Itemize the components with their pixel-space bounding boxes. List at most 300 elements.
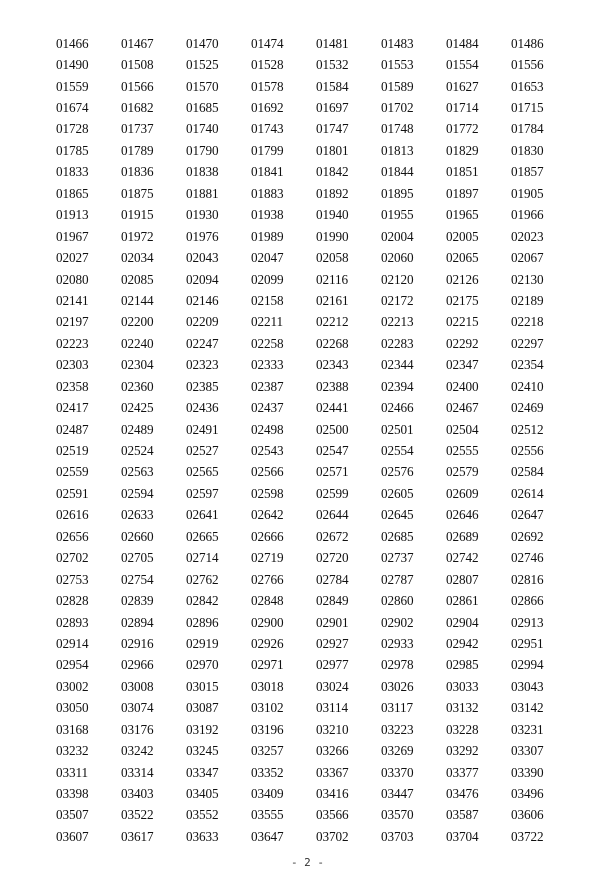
number-row <box>56 290 576 311</box>
number-row <box>56 33 576 54</box>
number-row <box>56 355 576 376</box>
number-row <box>56 740 576 761</box>
number-cell: 01466 <box>56 35 89 51</box>
number-row <box>56 462 576 483</box>
number-cell: 03403 <box>121 786 154 802</box>
number-cell: 01940 <box>316 207 349 223</box>
number-cell: 01892 <box>316 185 349 201</box>
number-cell: 02901 <box>316 614 349 630</box>
number-cell: 02543 <box>251 443 284 459</box>
number-cell: 02519 <box>56 443 89 459</box>
number-row <box>56 633 576 654</box>
number-cell: 02410 <box>511 378 544 394</box>
number-row <box>56 698 576 719</box>
number-cell: 01508 <box>121 57 154 73</box>
number-cell: 02268 <box>316 335 349 351</box>
number-cell: 02842 <box>186 593 219 609</box>
number-cell: 01490 <box>56 57 89 73</box>
number-cell: 02283 <box>381 335 414 351</box>
number-cell: 02784 <box>316 571 349 587</box>
number-row <box>56 676 576 697</box>
number-cell: 01785 <box>56 142 89 158</box>
number-cell: 01474 <box>251 35 284 51</box>
number-cell: 01467 <box>121 35 154 51</box>
number-cell: 01857 <box>511 164 544 180</box>
number-cell: 02633 <box>121 507 154 523</box>
number-cell: 03405 <box>186 786 219 802</box>
number-cell: 02491 <box>186 421 219 437</box>
number-cell: 02609 <box>446 485 479 501</box>
number-cell: 02978 <box>381 657 414 673</box>
number-cell: 01799 <box>251 142 284 158</box>
number-cell: 02660 <box>121 528 154 544</box>
number-cell: 03192 <box>186 721 219 737</box>
number-cell: 02467 <box>446 400 479 416</box>
number-cell: 03024 <box>316 678 349 694</box>
number-cell: 02576 <box>381 464 414 480</box>
number-cell: 02555 <box>446 443 479 459</box>
number-cell: 02094 <box>186 271 219 287</box>
number-cell: 02970 <box>186 657 219 673</box>
number-cell: 02645 <box>381 507 414 523</box>
number-cell: 02926 <box>251 635 284 651</box>
number-cell: 02616 <box>56 507 89 523</box>
number-cell: 02437 <box>251 400 284 416</box>
number-cell: 03002 <box>56 678 89 694</box>
number-cell: 02158 <box>251 292 284 308</box>
number-cell: 02347 <box>446 357 479 373</box>
number-cell: 02512 <box>511 421 544 437</box>
number-cell: 02896 <box>186 614 219 630</box>
number-cell: 02060 <box>381 250 414 266</box>
number-cell: 02215 <box>446 314 479 330</box>
number-cell: 03476 <box>446 786 479 802</box>
number-cell: 02388 <box>316 378 349 394</box>
number-cell: 02218 <box>511 314 544 330</box>
number-cell: 02500 <box>316 421 349 437</box>
number-cell: 02954 <box>56 657 89 673</box>
number-cell: 02126 <box>446 271 479 287</box>
number-cell: 02893 <box>56 614 89 630</box>
number-cell: 02579 <box>446 464 479 480</box>
number-cell: 02754 <box>121 571 154 587</box>
number-cell: 01748 <box>381 121 414 137</box>
number-cell: 01833 <box>56 164 89 180</box>
number-cell: 02487 <box>56 421 89 437</box>
number-cell: 03606 <box>511 807 544 823</box>
number-cell: 01784 <box>511 121 544 137</box>
number-cell: 03703 <box>381 828 414 844</box>
number-cell: 02130 <box>511 271 544 287</box>
number-cell: 02344 <box>381 357 414 373</box>
number-cell: 02161 <box>316 292 349 308</box>
number-cell: 03555 <box>251 807 284 823</box>
number-cell: 02816 <box>511 571 544 587</box>
number-cell: 02258 <box>251 335 284 351</box>
number-cell: 01483 <box>381 35 414 51</box>
number-cell: 02436 <box>186 400 219 416</box>
number-cell: 03223 <box>381 721 414 737</box>
number-row <box>56 205 576 226</box>
number-cell: 02385 <box>186 378 219 394</box>
number-cell: 02209 <box>186 314 219 330</box>
number-cell: 03033 <box>446 678 479 694</box>
number-cell: 02354 <box>511 357 544 373</box>
number-cell: 03496 <box>511 786 544 802</box>
number-cell: 02714 <box>186 550 219 566</box>
number-cell: 02466 <box>381 400 414 416</box>
number-cell: 01772 <box>446 121 479 137</box>
number-cell: 02559 <box>56 464 89 480</box>
number-row <box>56 333 576 354</box>
number-row <box>56 440 576 461</box>
number-cell: 02971 <box>251 657 284 673</box>
number-cell: 02916 <box>121 635 154 651</box>
number-cell: 03232 <box>56 743 89 759</box>
number-cell: 02498 <box>251 421 284 437</box>
number-cell: 02099 <box>251 271 284 287</box>
number-cell: 03008 <box>121 678 154 694</box>
number-cell: 02172 <box>381 292 414 308</box>
number-cell: 01470 <box>186 35 219 51</box>
number-cell: 03647 <box>251 828 284 844</box>
number-cell: 03043 <box>511 678 544 694</box>
number-cell: 02919 <box>186 635 219 651</box>
number-cell: 01989 <box>251 228 284 244</box>
number-cell: 02323 <box>186 357 219 373</box>
number-cell: 02848 <box>251 593 284 609</box>
number-cell: 03617 <box>121 828 154 844</box>
number-cell: 03409 <box>251 786 284 802</box>
number-cell: 01715 <box>511 100 544 116</box>
number-cell: 03314 <box>121 764 154 780</box>
number-cell: 02085 <box>121 271 154 287</box>
number-cell: 01714 <box>446 100 479 116</box>
number-cell: 02977 <box>316 657 349 673</box>
number-row <box>56 183 576 204</box>
number-cell: 03607 <box>56 828 89 844</box>
number-cell: 02120 <box>381 271 414 287</box>
number-cell: 01697 <box>316 100 349 116</box>
number-cell: 02566 <box>251 464 284 480</box>
number-cell: 02223 <box>56 335 89 351</box>
number-cell: 03117 <box>381 700 413 716</box>
number-cell: 01685 <box>186 100 219 116</box>
number-row <box>56 419 576 440</box>
number-row <box>56 97 576 118</box>
number-cell: 01556 <box>511 57 544 73</box>
number-cell: 02387 <box>251 378 284 394</box>
number-cell: 02400 <box>446 378 479 394</box>
number-cell: 03416 <box>316 786 349 802</box>
number-cell: 03196 <box>251 721 284 737</box>
number-cell: 01525 <box>186 57 219 73</box>
number-cell: 02333 <box>251 357 284 373</box>
number-cell: 02556 <box>511 443 544 459</box>
number-cell: 02141 <box>56 292 89 308</box>
number-cell: 03570 <box>381 807 414 823</box>
number-cell: 01881 <box>186 185 219 201</box>
number-cell: 02058 <box>316 250 349 266</box>
number-row <box>56 397 576 418</box>
number-cell: 02547 <box>316 443 349 459</box>
number-cell: 02966 <box>121 657 154 673</box>
number-cell: 01570 <box>186 78 219 94</box>
number-cell: 01627 <box>446 78 479 94</box>
number-cell: 02004 <box>381 228 414 244</box>
number-cell: 02360 <box>121 378 154 394</box>
number-cell: 01836 <box>121 164 154 180</box>
number-cell: 02504 <box>446 421 479 437</box>
number-row <box>56 269 576 290</box>
number-cell: 02212 <box>316 314 349 330</box>
number-cell: 03132 <box>446 700 479 716</box>
number-cell: 01990 <box>316 228 349 244</box>
number-row <box>56 119 576 140</box>
number-grid <box>56 33 576 848</box>
number-cell: 01554 <box>446 57 479 73</box>
number-cell: 02641 <box>186 507 219 523</box>
number-cell: 02394 <box>381 378 414 394</box>
number-cell: 02644 <box>316 507 349 523</box>
number-cell: 03257 <box>251 743 284 759</box>
number-cell: 01682 <box>121 100 154 116</box>
number-row <box>56 162 576 183</box>
number-cell: 02292 <box>446 335 479 351</box>
number-cell: 03102 <box>251 700 284 716</box>
number-row <box>56 612 576 633</box>
number-cell: 03507 <box>56 807 89 823</box>
number-cell: 02047 <box>251 250 284 266</box>
number-cell: 01702 <box>381 100 414 116</box>
number-cell: 03447 <box>381 786 414 802</box>
number-cell: 01747 <box>316 121 349 137</box>
number-cell: 02043 <box>186 250 219 266</box>
number-cell: 01913 <box>56 207 89 223</box>
number-cell: 03266 <box>316 743 349 759</box>
number-cell: 02702 <box>56 550 89 566</box>
number-cell: 01584 <box>316 78 349 94</box>
number-cell: 03633 <box>186 828 219 844</box>
number-cell: 02672 <box>316 528 349 544</box>
number-cell: 01790 <box>186 142 219 158</box>
number-cell: 03702 <box>316 828 349 844</box>
number-cell: 02839 <box>121 593 154 609</box>
number-cell: 03228 <box>446 721 479 737</box>
number-cell: 01801 <box>316 142 349 158</box>
number-cell: 01728 <box>56 121 89 137</box>
number-cell: 03307 <box>511 743 544 759</box>
number-cell: 01740 <box>186 121 219 137</box>
number-cell: 02425 <box>121 400 154 416</box>
number-cell: 02211 <box>251 314 283 330</box>
number-cell: 02951 <box>511 635 544 651</box>
number-cell: 01528 <box>251 57 284 73</box>
number-cell: 03074 <box>121 700 154 716</box>
number-cell: 02942 <box>446 635 479 651</box>
number-cell: 01844 <box>381 164 414 180</box>
number-cell: 02685 <box>381 528 414 544</box>
number-cell: 02358 <box>56 378 89 394</box>
number-row <box>56 247 576 268</box>
number-row <box>56 719 576 740</box>
number-cell: 02807 <box>446 571 479 587</box>
number-cell: 02027 <box>56 250 89 266</box>
number-row <box>56 140 576 161</box>
number-cell: 02665 <box>186 528 219 544</box>
number-cell: 03522 <box>121 807 154 823</box>
number-cell: 03168 <box>56 721 89 737</box>
number-cell: 01976 <box>186 228 219 244</box>
number-cell: 03015 <box>186 678 219 694</box>
number-row <box>56 762 576 783</box>
number-cell: 02303 <box>56 357 89 373</box>
number-cell: 01895 <box>381 185 414 201</box>
number-cell: 03390 <box>511 764 544 780</box>
number-cell: 03269 <box>381 743 414 759</box>
number-cell: 02692 <box>511 528 544 544</box>
number-cell: 03292 <box>446 743 479 759</box>
number-cell: 03231 <box>511 721 544 737</box>
number-cell: 02080 <box>56 271 89 287</box>
number-cell: 02116 <box>316 271 348 287</box>
number-cell: 02067 <box>511 250 544 266</box>
page-number: - 2 - <box>290 856 325 869</box>
number-row <box>56 226 576 247</box>
number-cell: 02005 <box>446 228 479 244</box>
number-cell: 03347 <box>186 764 219 780</box>
number-cell: 02753 <box>56 571 89 587</box>
number-cell: 02900 <box>251 614 284 630</box>
number-cell: 02501 <box>381 421 414 437</box>
number-cell: 02144 <box>121 292 154 308</box>
number-cell: 02605 <box>381 485 414 501</box>
number-cell: 02597 <box>186 485 219 501</box>
number-cell: 01484 <box>446 35 479 51</box>
number-cell: 02598 <box>251 485 284 501</box>
number-cell: 01589 <box>381 78 414 94</box>
number-cell: 01875 <box>121 185 154 201</box>
number-cell: 03587 <box>446 807 479 823</box>
number-cell: 01566 <box>121 78 154 94</box>
number-cell: 02705 <box>121 550 154 566</box>
number-cell: 02787 <box>381 571 414 587</box>
number-cell: 02849 <box>316 593 349 609</box>
number-cell: 02904 <box>446 614 479 630</box>
number-cell: 02034 <box>121 250 154 266</box>
number-cell: 02343 <box>316 357 349 373</box>
number-cell: 02304 <box>121 357 154 373</box>
number-cell: 01789 <box>121 142 154 158</box>
number-cell: 02642 <box>251 507 284 523</box>
number-cell: 02647 <box>511 507 544 523</box>
number-cell: 01851 <box>446 164 479 180</box>
number-cell: 02766 <box>251 571 284 587</box>
number-cell: 01553 <box>381 57 414 73</box>
number-cell: 03311 <box>56 764 88 780</box>
number-cell: 02719 <box>251 550 284 566</box>
number-cell: 02594 <box>121 485 154 501</box>
number-row <box>56 76 576 97</box>
number-cell: 01841 <box>251 164 284 180</box>
number-cell: 02247 <box>186 335 219 351</box>
number-cell: 02571 <box>316 464 349 480</box>
number-cell: 02746 <box>511 550 544 566</box>
number-cell: 02417 <box>56 400 89 416</box>
number-cell: 02913 <box>511 614 544 630</box>
number-cell: 01830 <box>511 142 544 158</box>
number-cell: 01915 <box>121 207 154 223</box>
number-cell: 02894 <box>121 614 154 630</box>
number-row <box>56 505 576 526</box>
number-cell: 03242 <box>121 743 154 759</box>
number-cell: 02828 <box>56 593 89 609</box>
number-cell: 02524 <box>121 443 154 459</box>
number-cell: 01813 <box>381 142 414 158</box>
number-cell: 01692 <box>251 100 284 116</box>
number-cell: 01938 <box>251 207 284 223</box>
number-cell: 02240 <box>121 335 154 351</box>
number-cell: 02762 <box>186 571 219 587</box>
number-cell: 03026 <box>381 678 414 694</box>
number-cell: 01838 <box>186 164 219 180</box>
number-cell: 01955 <box>381 207 414 223</box>
number-cell: 03370 <box>381 764 414 780</box>
number-cell: 02146 <box>186 292 219 308</box>
number-cell: 02563 <box>121 464 154 480</box>
number-cell: 01965 <box>446 207 479 223</box>
number-cell: 02584 <box>511 464 544 480</box>
number-cell: 03142 <box>511 700 544 716</box>
number-cell: 02554 <box>381 443 414 459</box>
number-row <box>56 483 576 504</box>
number-cell: 03722 <box>511 828 544 844</box>
number-cell: 01578 <box>251 78 284 94</box>
number-cell: 01967 <box>56 228 89 244</box>
number-cell: 03377 <box>446 764 479 780</box>
number-cell: 01842 <box>316 164 349 180</box>
number-cell: 01897 <box>446 185 479 201</box>
number-cell: 02565 <box>186 464 219 480</box>
number-cell: 01905 <box>511 185 544 201</box>
number-cell: 01743 <box>251 121 284 137</box>
number-cell: 02489 <box>121 421 154 437</box>
number-cell: 03114 <box>316 700 348 716</box>
number-cell: 01559 <box>56 78 89 94</box>
number-cell: 02527 <box>186 443 219 459</box>
number-cell: 02860 <box>381 593 414 609</box>
number-cell: 03050 <box>56 700 89 716</box>
number-cell: 01653 <box>511 78 544 94</box>
number-cell: 01532 <box>316 57 349 73</box>
number-row <box>56 655 576 676</box>
number-cell: 02866 <box>511 593 544 609</box>
number-cell: 02189 <box>511 292 544 308</box>
number-cell: 01930 <box>186 207 219 223</box>
number-cell: 02646 <box>446 507 479 523</box>
number-cell: 02469 <box>511 400 544 416</box>
number-cell: 01829 <box>446 142 479 158</box>
number-cell: 02614 <box>511 485 544 501</box>
number-cell: 02656 <box>56 528 89 544</box>
number-cell: 03704 <box>446 828 479 844</box>
number-cell: 02902 <box>381 614 414 630</box>
number-row <box>56 783 576 804</box>
number-cell: 02065 <box>446 250 479 266</box>
number-cell: 02914 <box>56 635 89 651</box>
number-cell: 03018 <box>251 678 284 694</box>
number-cell: 02933 <box>381 635 414 651</box>
